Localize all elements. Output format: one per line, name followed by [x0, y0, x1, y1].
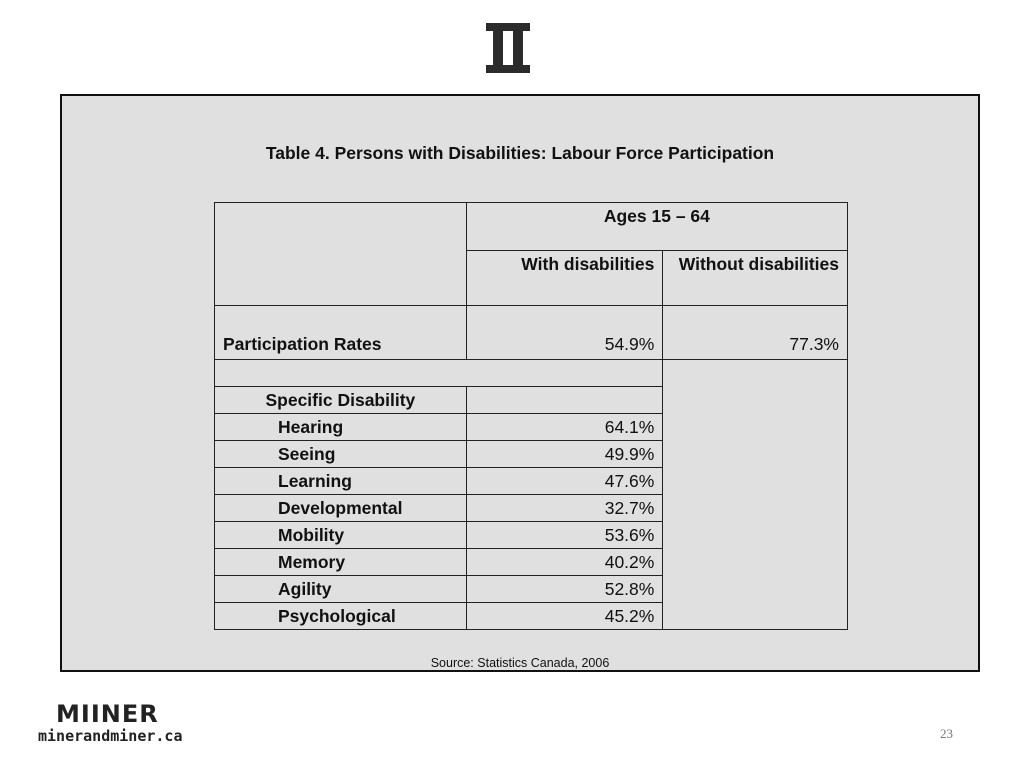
- disability-value: 40.2%: [466, 549, 663, 576]
- blank-without-column: [663, 360, 848, 630]
- disability-label: Hearing: [215, 414, 467, 441]
- disability-label: Agility: [215, 576, 467, 603]
- disability-value: 53.6%: [466, 522, 663, 549]
- disability-value: 47.6%: [466, 468, 663, 495]
- participation-without-value: 77.3%: [663, 306, 848, 360]
- disability-label: Psychological: [215, 603, 467, 630]
- table-header-row: [215, 203, 848, 251]
- brand-url[interactable]: minerandminer.ca: [38, 727, 183, 745]
- disability-label: Memory: [215, 549, 467, 576]
- miner-logo-icon: [486, 23, 530, 73]
- disability-value: 32.7%: [466, 495, 663, 522]
- spacer-row: [215, 360, 848, 387]
- participation-row: [215, 306, 848, 360]
- header-without-disabilities: Without disabilities: [663, 251, 848, 306]
- table-title: Table 4. Persons with Disabilities: Labour Force Participation: [265, 143, 775, 163]
- participation-label: Participation Rates: [215, 306, 467, 360]
- disability-value: 49.9%: [466, 441, 663, 468]
- participation-with-value: 54.9%: [466, 306, 663, 360]
- spacer-cell: [215, 360, 663, 387]
- disability-value: 52.8%: [466, 576, 663, 603]
- header-age-group: Ages 15 – 64: [466, 203, 847, 251]
- disability-label: Seeing: [215, 441, 467, 468]
- disability-value: 45.2%: [466, 603, 663, 630]
- page-number: 23: [940, 726, 953, 741]
- specific-disability-heading: Specific Disability: [215, 387, 467, 414]
- disability-label: Mobility: [215, 522, 467, 549]
- source-note: Source: Statistics Canada, 2006: [430, 656, 610, 670]
- header-corner-cell: [215, 203, 467, 306]
- table-panel: [60, 94, 980, 672]
- disability-label: Learning: [215, 468, 467, 495]
- participation-table: [214, 202, 848, 630]
- disability-value: 64.1%: [466, 414, 663, 441]
- disability-label: Developmental: [215, 495, 467, 522]
- brand-wordmark: MIINER: [56, 700, 159, 728]
- header-with-disabilities: With disabilities: [466, 251, 663, 306]
- specific-heading-blank: [466, 387, 663, 414]
